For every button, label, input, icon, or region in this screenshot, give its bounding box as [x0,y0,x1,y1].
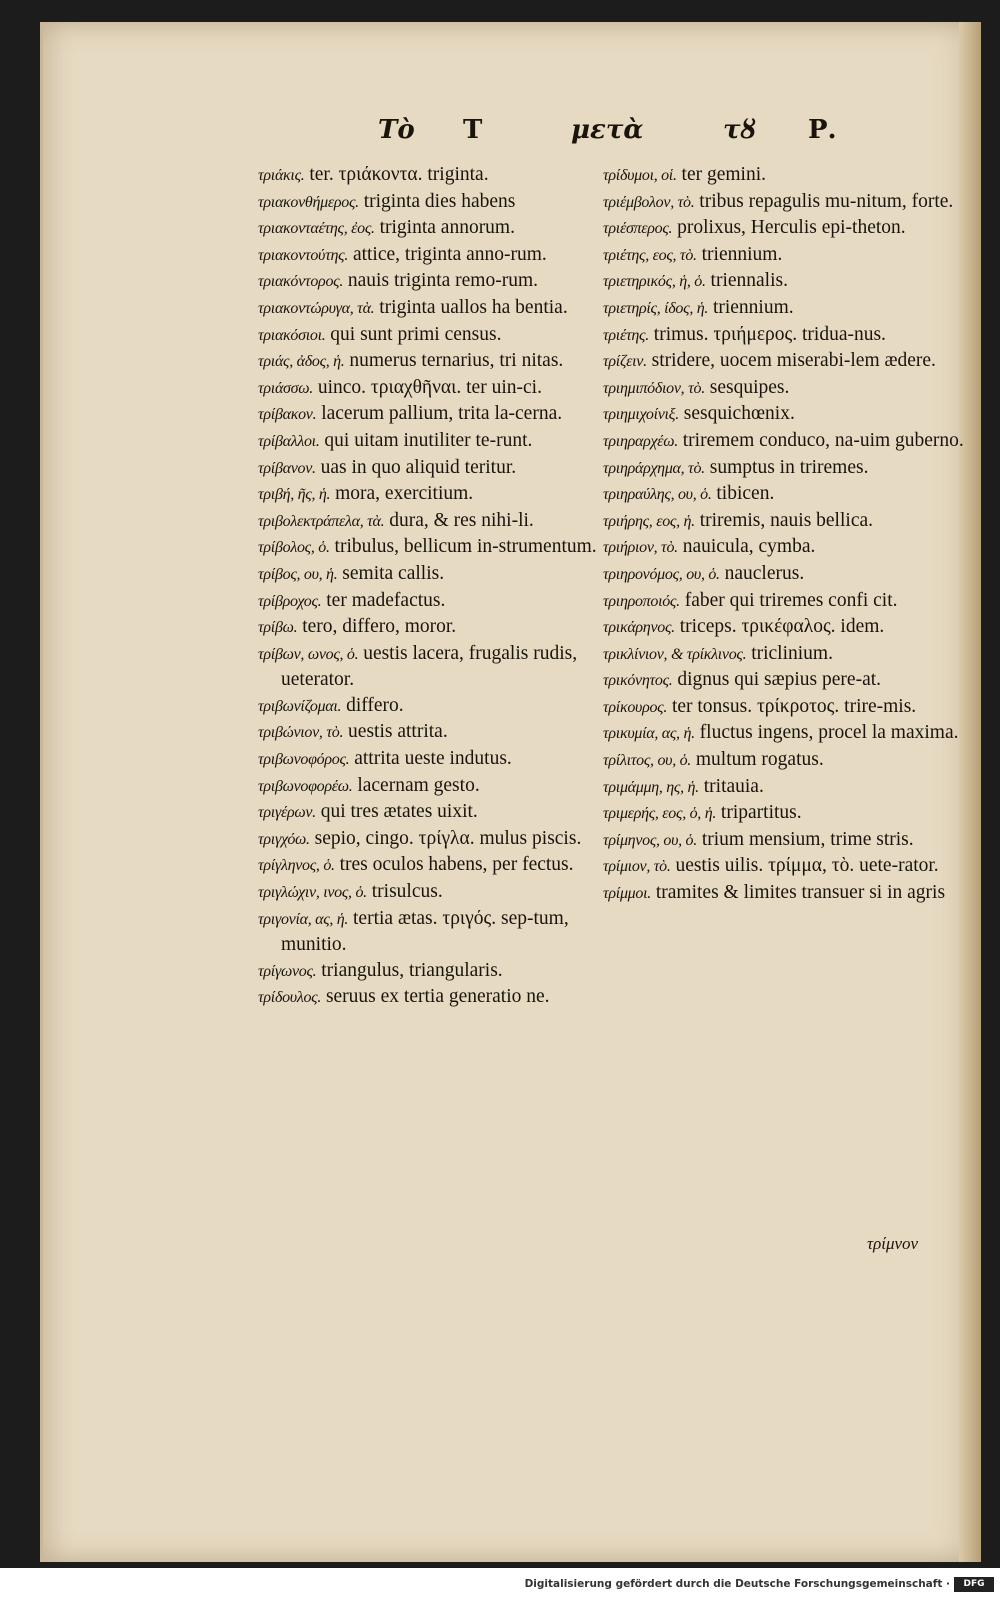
running-head [43,115,981,155]
greek-headword: τρίβος, ου, ἡ. [258,565,338,583]
greek-headword: τριέσπερος. [603,220,673,238]
latin-gloss: semita callis. [342,562,445,584]
greek-headword: τριημιχοίνιξ. [603,406,679,424]
dfg-logo: DFG [954,1577,994,1592]
dictionary-entry [603,428,973,455]
book-page [40,22,981,1562]
greek-headword: τριάς, ἀδος, ἡ. [258,353,345,371]
dictionary-entry [258,295,603,322]
greek-headword: τριέτης. [603,326,649,344]
dictionary-entry [603,667,973,694]
dictionary-entry [258,852,603,879]
dictionary-entry [258,348,603,375]
greek-headword: τριακοντούτης. [258,246,349,264]
dictionary-entry [603,747,973,774]
dictionary-entry [258,268,603,295]
greek-headword: τρίβω. [258,619,298,637]
latin-gloss: mora, exercitium. [335,483,474,505]
greek-headword: τριηραρχέω. [603,432,678,450]
latin-gloss: attrita ueste indutus. [354,748,512,770]
greek-headword: τρικόνητος. [603,672,673,690]
dictionary-entry [603,481,973,508]
greek-headword: τριβωνοφορέω. [258,777,353,795]
greek-headword: τριμερής, εος, ὁ, ἡ. [603,805,717,823]
greek-headword: τριηράρχημα, τὸ. [603,459,705,477]
greek-headword: τριβώνιον, τὸ. [258,724,344,742]
greek-headword: τρίγωνος. [258,962,317,980]
greek-headword: τριγέρων. [258,804,316,822]
greek-headword: τριακοντώρυγα, τὰ. [258,299,375,317]
running-head-part: Ρ. [808,115,837,145]
latin-gloss: tripartitus. [720,802,802,824]
running-head-part: Τὸ [378,115,415,145]
dictionary-entry [258,906,603,958]
latin-gloss: fluctus ingens, procel la maxima. [699,722,959,744]
dictionary-entry [603,880,973,907]
dictionary-entry [603,614,973,641]
footer [0,1568,1000,1599]
latin-gloss: nauis triginta remo-rum. [347,270,538,292]
greek-headword: τρίβων, ωνος, ὁ. [258,645,359,663]
greek-headword: τριακόντορος. [258,273,344,291]
dictionary-entry [258,481,603,508]
dictionary-entry [603,215,973,242]
greek-headword: τρικλίνιον, & τρίκλινος. [603,645,747,663]
latin-gloss: triremis, nauis bellica. [699,509,874,531]
dictionary-entry [603,694,973,721]
dictionary-entry [258,984,603,1011]
dictionary-entry [258,826,603,853]
greek-headword: τριγλώχιν, ινος, ὁ. [258,884,367,902]
latin-gloss: uestis uilis. τρίμμα, τὸ. uete-rator. [675,855,939,877]
running-head-part: Τ [463,115,483,145]
dictionary-entry [603,189,973,216]
dictionary-entry [603,508,973,535]
latin-gloss: ter. τριάκοντα. triginta. [309,164,489,185]
latin-gloss: lacerum pallium, trita la-cerna. [321,403,563,425]
dictionary-entry [258,693,603,720]
latin-gloss: lacernam gesto. [357,774,480,796]
dictionary-entry [603,853,973,880]
greek-headword: τριέτης, εος, τὸ. [603,246,697,264]
greek-headword: τρίγληνος, ὁ. [258,857,335,875]
dictionary-entry [603,774,973,801]
greek-headword: τριάκις. [258,167,305,184]
dictionary-entry [603,800,973,827]
greek-headword: τρίβροχος. [258,592,322,610]
latin-gloss: tramites & limites transuer si in agris [655,882,946,904]
latin-gloss: triceps. τρικέφαλος. idem. [679,616,885,638]
latin-gloss: dura, & res nihi-li. [389,509,534,531]
latin-gloss: uestis lacera, frugalis rudis, ueterator. [281,642,578,691]
greek-headword: τρίβαλλοι. [258,432,320,450]
footer-text: Digitalisierung gefördert durch die Deutsche Forschungsgemeinschaft · [524,1578,950,1590]
greek-headword: τριβωνίζομαι. [258,697,342,715]
latin-gloss: nauclerus. [724,562,805,584]
dictionary-entry [603,534,973,561]
greek-headword: τριβωνοφόρος. [258,751,350,769]
greek-headword: τριβολεκτράπελα, τὰ. [258,512,385,530]
greek-headword: τριακόσιοι. [258,326,326,344]
dictionary-entry [603,455,973,482]
dictionary-entry [258,879,603,906]
latin-gloss: sumptus in triremes. [709,456,869,478]
dictionary-entry [258,588,603,615]
latin-gloss: ter tonsus. τρίκροτος. trire-mis. [671,695,917,717]
left-column [258,162,603,1011]
latin-gloss: uinco. τριαχθῆναι. ter uin-ci. [317,376,542,398]
greek-headword: τριβή, ῆς, ἡ. [258,486,331,504]
latin-gloss: qui tres ætates uixit. [320,801,478,823]
greek-headword: τρικυμία, ας, ἡ. [603,725,695,743]
greek-headword: τριήρης, εος, ἡ. [603,512,695,530]
dictionary-entry [258,215,603,242]
dictionary-entry [258,428,603,455]
greek-headword: τρίκουρος. [603,698,668,716]
latin-gloss: triginta uallos ha bentia. [379,296,568,318]
greek-headword: τρίμμοι. [603,885,651,903]
dictionary-entry [258,242,603,269]
greek-headword: τριγονία, ας, ἡ. [258,910,349,928]
greek-headword: τρίμιον, τὸ. [603,858,671,876]
dictionary-entry [603,375,973,402]
latin-gloss: attice, triginta anno-rum. [352,243,547,265]
dictionary-entry [603,162,973,189]
greek-headword: τριάσσω. [258,379,313,397]
latin-gloss: seruus ex tertia generatio ne. [325,986,550,1008]
dictionary-entry [603,295,973,322]
latin-gloss: tritauia. [703,775,764,797]
greek-headword: τριηρονόμος, ου, ὁ. [603,565,720,583]
greek-headword: τριακονταέτης, ἐος. [258,220,375,238]
latin-gloss: ter madefactus. [326,589,446,611]
latin-gloss: qui uitam inutiliter te-runt. [324,429,533,451]
latin-gloss: prolixus, Herculis epi-theton. [677,217,906,239]
latin-gloss: multum rogatus. [695,749,824,771]
dictionary-entry [258,189,603,216]
latin-gloss: trimus. τριήμερος. tridua-nus. [653,323,886,345]
dictionary-entry [603,641,973,668]
latin-gloss: uestis attrita. [348,721,448,743]
dictionary-entry [258,719,603,746]
greek-headword: τρίδυμοι, οἱ. [603,167,677,184]
dictionary-entry [258,401,603,428]
greek-headword: τριετηρίς, ίδος, ἡ. [603,299,709,317]
dictionary-entry [603,268,973,295]
dictionary-entry [603,242,973,269]
latin-gloss: sesquipes. [709,376,790,398]
latin-gloss: triclinium. [751,642,833,664]
greek-headword: τρικάρηνος. [603,619,675,637]
dictionary-entry [258,375,603,402]
greek-headword: τριηραύλης, ου, ὁ. [603,486,712,504]
greek-headword: τριέμβολον, τὸ. [603,193,695,211]
dictionary-entry [258,508,603,535]
dictionary-entry [603,401,973,428]
latin-gloss: tibicen. [716,483,775,505]
dictionary-entry [603,561,973,588]
greek-headword: τριακονθήμερος. [258,193,359,211]
latin-gloss: triennium. [701,243,783,265]
latin-gloss: stridere, uocem miserabi-lem ædere. [651,350,936,372]
latin-gloss: ter gemini. [681,164,767,185]
greek-headword: τριετηρικός, ἡ, ὁ. [603,273,706,291]
dictionary-entry [258,958,603,985]
latin-gloss: triennalis. [710,270,788,292]
greek-headword: τριγχόω. [258,830,310,848]
latin-gloss: faber qui triremes confi cit. [684,589,898,611]
latin-gloss: tertia ætas. τριγός. sep-tum, munitio. [281,907,569,956]
latin-gloss: dignus qui sæpius pere-at. [677,669,882,691]
greek-headword: τρίβανον. [258,459,316,477]
dictionary-entry [603,827,973,854]
dictionary-entry [258,746,603,773]
dictionary-entry [258,322,603,349]
dictionary-entry [603,322,973,349]
latin-gloss: triremem conduco, na-uim guberno. [682,429,964,451]
latin-gloss: triennium. [712,296,794,318]
latin-gloss: uas in quo aliquid teritur. [320,456,517,478]
greek-headword: τρίλιτος, ου, ὁ. [603,752,691,770]
dictionary-entry [258,773,603,800]
latin-gloss: triginta dies habens [363,190,516,212]
latin-gloss: tribus repagulis mu-nitum, forte. [699,190,954,212]
dictionary-entry [258,641,603,693]
running-head-part: μετὰ [571,115,644,145]
greek-headword: τριήριον, τὸ. [603,539,678,557]
latin-gloss: differo. [346,694,404,716]
dictionary-entry [603,588,973,615]
greek-headword: τριημιπόδιον, τὸ. [603,379,705,397]
latin-gloss: tribulus, bellicum in-strumentum. [334,536,597,558]
catchword: τρίμνον [867,1234,919,1253]
dictionary-entry [603,720,973,747]
latin-gloss: triangulus, triangularis. [321,959,503,981]
latin-gloss: numerus ternarius, tri nitas. [349,350,564,372]
greek-headword: τρίβακον. [258,406,317,424]
greek-headword: τρίβολος, ὁ. [258,539,330,557]
right-column [603,162,973,907]
greek-headword: τρίμηνος, ου, ὁ. [603,831,697,849]
latin-gloss: nauicula, cymba. [682,536,816,558]
latin-gloss: triginta annorum. [379,217,515,239]
latin-gloss: tres oculos habens, per fectus. [339,854,574,876]
latin-gloss: sepio, cingo. τρίγλα. mulus piscis. [314,827,582,849]
dictionary-entry [258,455,603,482]
running-head-part: τȣ [723,115,757,145]
greek-headword: τρίζειν. [603,353,647,371]
latin-gloss: trium mensium, trime stris. [701,828,914,850]
latin-gloss: qui sunt primi census. [330,323,502,345]
greek-headword: τρίδουλος. [258,989,322,1007]
dictionary-entry [258,799,603,826]
latin-gloss: sesquichœnix. [683,403,795,425]
dictionary-entry [258,162,603,189]
latin-gloss: trisulcus. [371,881,443,903]
dictionary-entry [258,534,603,561]
greek-headword: τριμάμμη, ης, ἡ. [603,778,699,796]
dictionary-entry [603,348,973,375]
dictionary-entry [258,614,603,641]
dictionary-entry [258,561,603,588]
latin-gloss: tero, differo, moror. [302,616,457,638]
greek-headword: τριηροποιός. [603,592,680,610]
